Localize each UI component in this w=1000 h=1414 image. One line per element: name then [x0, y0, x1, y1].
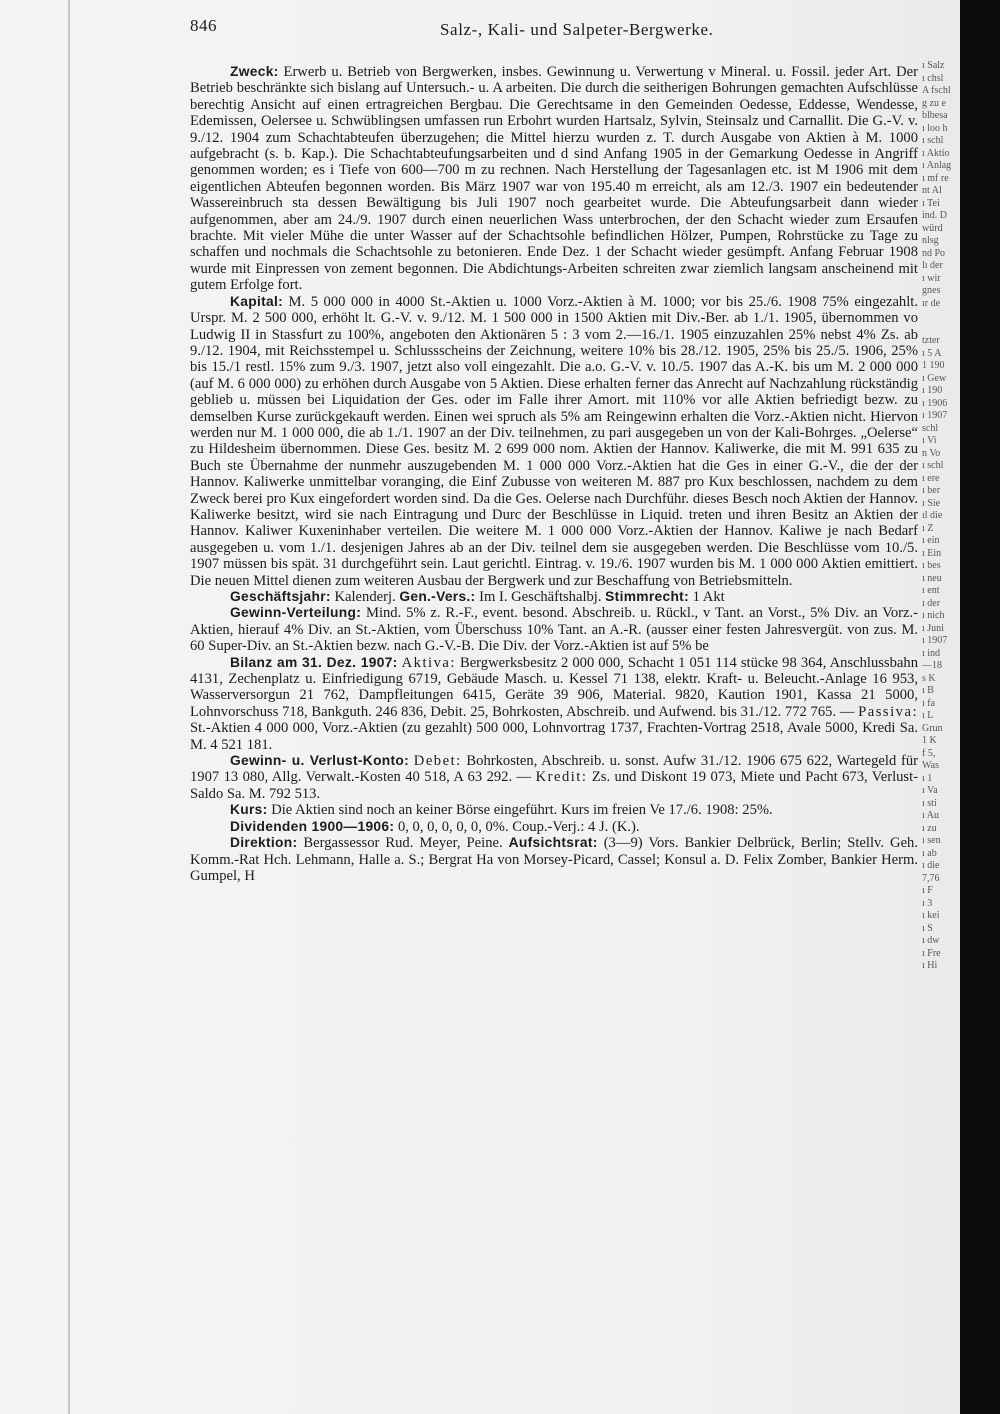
- section-text: St.-Aktien 4 000 000, Vorz.-Aktien (zu gezahlt) 500 000, Lohnvortrag 1737, Frachten-Vortrag 2518, Avale 5000, Kredi Sa. M. 4 521 181.: [190, 720, 918, 753]
- section-zweck: [190, 64, 918, 294]
- section-heading: Aufsichtsrat:: [508, 835, 598, 851]
- running-head: Salz-, Kali- und Salpeter-Bergwerke.: [440, 20, 714, 39]
- bleed-fragment: ı fa: [922, 697, 936, 709]
- bleed-fragment: ı zu: [922, 822, 937, 834]
- bleed-fragment: ı Hi: [922, 960, 938, 971]
- bleed-fragment: ı nich: [922, 610, 945, 621]
- bleed-fragment: n Vo: [922, 447, 941, 459]
- paragraph: [190, 589, 918, 605]
- paragraph: [190, 802, 918, 818]
- section-heading: Bilanz am 31. Dez. 1907:: [230, 654, 398, 670]
- section-text: Erwerb u. Betrieb von Bergwerken, insbes. Gewinnung u. Verwertung v Mineral. u. Fossil. jeder Art. Der Betrieb beschränkte sich bislang auf Untersuch.- u. A arbeiten. Die durch die seitherigen Bohrungen gemachten Aufschlüsse berechtig Ansicht auf einen ertragreichen Bergbau. Die Gerechtsame in den Gemeinden Oedesse, Eddesse, Wendesse, Edemissen, Oelersee u. Schwüblingsen umfassen run Erbohrt wurden Hartsalz, Sylvin, Steinsalz und Carnallit. Die G.-V. v. 9./12. 1904 zum Schachtabteufen überzugehen; die Mittel hierzu wurden z. T. durch Ausgabe von Aktien à M. 1000 aufgebracht (s. b. Kap.). Die Schachtabteufungsarbeiten und d sind Anfang 1905 in der Gemarkung Oedesse in Angriff genommen worden; es i Tiefe von 600—700 m zu rechnen. Nach Herstellung der Tagesanlagen etc. ist M 1906 mit dem eigentlichen Abteufen begonnen worden. Bis März 1907 war von 195.40 m erreicht, als am 12./3. 1907 ein bedeutender Wassereinbruch sta dessen Bewältigung bis Juli 1907 noch gearbeitet wurde. Die Abteufungsarbeit dann wieder aufgenommen, aber am 24./9. 1907 durch einen neuerlichen Wass unterbrochen, der den Schacht wieder zum Ersaufen brachte. Mit vieler Mühe die unter Wasser auf der Schachtsohle befindlichen Hölzer, Pumpen, Rohrstücke zu Tage zu schaffen und nochmals die Schachtsohle zu betonieren. Ende Dez. 1 der Schacht wieder gesümpft. Anfang Februar 1908 wurde mit Einpressen von zement begonnen. Die Abdichtungs-Arbeiten schreiten zwar ziemlich langsam anscheinend mit gutem Erfolge fort.: [190, 64, 918, 294]
- bleed-fragment: ı Aktio: [922, 147, 950, 159]
- bleed-fragment: ı schl: [922, 460, 944, 471]
- aktiva-label: Aktiva:: [401, 654, 456, 671]
- paragraph: [190, 605, 918, 654]
- section-direktion: [190, 835, 918, 884]
- bleed-fragment: würd: [922, 222, 943, 234]
- section-bilanz: [190, 655, 918, 753]
- section-heading: Kurs:: [230, 802, 268, 818]
- paragraph: [190, 64, 918, 294]
- bleed-fragment: schl: [922, 422, 939, 434]
- bleed-fragment: nd Po: [922, 247, 946, 259]
- section-text: Die Aktien sind noch an keiner Börse eingeführt. Kurs im freien Ve 17./6. 1908: 25%.: [271, 802, 773, 819]
- page-header: [190, 16, 930, 44]
- bleed-fragment: ı loo h: [922, 122, 948, 134]
- bleed-fragment: ı Anlag: [922, 160, 952, 171]
- bleed-fragment: ı sen: [922, 835, 941, 846]
- bleed-fragment: ı Tei: [922, 197, 940, 209]
- bleed-fragment: f 5,: [922, 747, 936, 759]
- section-heading: Gen.-Vers.:: [399, 589, 476, 604]
- bleed-fragment: ı ent: [922, 585, 940, 596]
- section-heading: Gewinn-Verteilung:: [230, 605, 362, 621]
- bleed-fragment: ı Vi: [922, 435, 937, 446]
- bleed-fragment: ı ab: [922, 847, 937, 859]
- bleed-fragment: ı 3: [922, 897, 933, 909]
- section-heading: Geschäftsjahr:: [230, 589, 331, 604]
- bleed-fragment: ı schl: [922, 135, 944, 146]
- paragraph: [190, 294, 918, 589]
- bleed-fragment: [922, 323, 960, 336]
- bleed-fragment: ı 1907: [922, 410, 948, 421]
- bleed-fragment: ı mf re: [922, 172, 949, 184]
- bleed-fragment: A fschl: [922, 85, 951, 96]
- bleed-fragment: nlsg: [922, 235, 939, 246]
- bleed-fragment: tzter: [922, 335, 940, 346]
- bleed-fragment: 1 K: [922, 735, 937, 746]
- bleed-fragment: ı Sie: [922, 497, 941, 509]
- section-geschaeftsjahr: [190, 589, 918, 605]
- bleed-fragment: ı bes: [922, 560, 941, 571]
- bleed-fragment: ı neu: [922, 572, 942, 584]
- section-heading: Dividenden 1900—1906:: [230, 818, 395, 834]
- bleed-fragment: ı Au: [922, 810, 939, 821]
- section-heading: Gewinn- u. Verlust-Konto:: [230, 753, 410, 769]
- section-dividenden: [190, 819, 918, 835]
- section-gewinn-verteilung: [190, 605, 918, 654]
- section-kapital: [190, 294, 918, 589]
- bleed-fragment: ı 1906: [922, 397, 948, 409]
- section-text: Mind. 5% z. R.-F., event. besond. Abschreib. u. Rückl., v Tant. an Vorst., 5% Div. an Vorz.-Aktien, hierauf 4% Div. an St.-Aktien, vom Überschuss 10% Tant. an A.-R. (ausser einer festen Jahresvergüt. von zus. M. 60 Super-Div. an St.-Aktien bezw. nach G.-V.-B. Die Div. der Vorz.-Aktien ist auf 5% be: [190, 605, 918, 655]
- paragraph: [190, 835, 918, 884]
- section-gewinn-verlust: [190, 753, 918, 802]
- section-text: 0, 0, 0, 0, 0, 0, 0%. Coup.-Verj.: 4 J. (K.).: [397, 818, 640, 835]
- bleed-fragment: ı kei: [922, 910, 940, 921]
- binding-shadow: [960, 0, 1000, 1414]
- bleed-fragment: lı der: [922, 260, 943, 271]
- section-text: (3—9) Vors. Bankier Delbrück, Berlin; Stellv. Geh. Komm.-Rat Hch. Lehmann, Halle a. S.; Bergrat Ha von Morsey-Picard, Cassel; Konsul a. D. Felix Zomber, Bankier Herm. Gumpel, H: [190, 835, 918, 884]
- bleed-fragment: ı chsl: [922, 72, 944, 84]
- section-heading: Zweck:: [230, 64, 279, 79]
- bleed-fragment: ı ber: [922, 485, 941, 496]
- bleed-fragment: ı die: [922, 860, 940, 871]
- bleed-fragment: ı Z: [922, 522, 934, 534]
- section-text: Kalenderj.: [334, 589, 396, 605]
- bleed-fragment: Grun: [922, 722, 943, 734]
- bleed-fragment: ı ein: [922, 535, 940, 546]
- bleed-fragment: s K: [922, 672, 936, 684]
- passiva-label: Passiva:: [858, 703, 918, 720]
- bleed-fragment: ı 5 A: [922, 347, 942, 359]
- page-number: 846: [190, 16, 217, 35]
- bleed-fragment: ı sti: [922, 797, 937, 809]
- bleed-fragment: ır de: [922, 297, 941, 309]
- bleed-fragment: ı Juni: [922, 622, 944, 634]
- section-text: Bergwerksbesitz 2 000 000, Schacht 1 051 114 stücke 98 364, Anschlussbahn 4131, Zechenplatz u. Einfriedigung 6719, Gebäude Masch. u. Kessel 71 138, elektr. Kraft- u. Beleucht.-Anlage 16 953, Wasserversorgun 21 762, Dampfleitungen 6415, Geräte 39 906, Material. 9820, Kaution 1901, Kassa 21 5000, Lohnvorschuss 718, Bankguth. 246 836, Debit. 25, Bohrkosten, Abschreib. und Aufwend. bis 31./12. 772 765. —: [190, 654, 918, 720]
- bleed-fragment: ıl die: [922, 510, 943, 521]
- section-heading: Kapital:: [230, 293, 283, 309]
- bleed-fragment: ı Ein: [922, 547, 942, 559]
- bleed-fragment: nt Al: [922, 185, 942, 196]
- section-text: Im I. Geschäftshalbj.: [479, 589, 602, 605]
- bleed-fragment: ı Va: [922, 785, 938, 796]
- bleed-fragment: ı 1: [922, 772, 933, 784]
- bleed-fragment: 1 190: [922, 360, 945, 371]
- section-heading: Stimmrecht:: [605, 589, 689, 604]
- scan-edge-line: [68, 0, 70, 1414]
- bleed-fragment: g zu e: [922, 97, 946, 109]
- section-text: Zs. und Diskont 19 073, Miete und Pacht 673, Verlust-Saldo Sa. M. 792 513.: [190, 769, 918, 802]
- bleed-fragment: ı Salz: [922, 60, 945, 71]
- bleed-fragment: ı wir: [922, 272, 941, 284]
- kredit-label: Kredit:: [535, 769, 588, 786]
- section-text: Bergassessor Rud. Meyer, Peine.: [303, 835, 503, 852]
- bleed-fragment: ı Fre: [922, 947, 941, 959]
- paragraph: [190, 819, 918, 835]
- bleed-fragment: ı F: [922, 885, 933, 896]
- bleed-fragment: ı ind: [922, 647, 941, 659]
- paragraph: [190, 655, 918, 753]
- bleed-fragment: ind. D: [922, 210, 947, 221]
- bleed-fragment: ı Gew: [922, 372, 947, 384]
- section-heading: Direktion:: [230, 835, 298, 851]
- bleed-fragment: ı L: [922, 710, 934, 721]
- bleed-fragment: ı der: [922, 597, 941, 609]
- bleed-fragment: —18: [922, 660, 942, 671]
- bleed-fragment: ı 1907: [922, 635, 948, 646]
- bleed-fragment: 7,76: [922, 872, 940, 884]
- bleed-fragment: ı ere: [922, 472, 940, 484]
- paragraph: [190, 753, 918, 802]
- section-kurs: [190, 802, 918, 818]
- bleed-fragment: ı B: [922, 685, 934, 696]
- bleed-fragment: ı dw: [922, 935, 940, 946]
- bleed-fragment: Was: [922, 760, 939, 771]
- bleed-fragment: [922, 310, 960, 323]
- section-text: 1 Akt: [692, 589, 725, 605]
- section-text: M. 5 000 000 in 4000 St.-Aktien u. 1000 Vorz.-Aktien à M. 1000; vor bis 25./6. 1908 75% eingezahlt. Urspr. M. 2 500 000, erhöht lt. G.-V. v. 9./12. M. 1 500 000 in 1500 Aktien mit Div.-Ber. ab 1./1. 1905, übernommen vo Ludwig II in Stassfurt zu 100%, angeboten den Aktionären 5 : 3 vom 2.—16./1. 1905 einzuzahlen 25% nebst 4% Zs. ab 9./12. 1904, mit Reichsstempel u. Schlussscheins der Zeichnung, weitere 10% bis 28./12. 1905, 25% bis 25./5. 1906, 25% bis 15./1 restl. 15% zum 9./3. 1907, jetzt also voll eingezahlt. Die a.o. G.-V. v. 10./5. 1907 das A.-K. bis um M. 2 000 000 (auf M. 6 000 000) zu erhöhen durch Ausgabe von 5 Aktien. Diese erhalten ferner das Anrecht auf Nachzahlung rückständig geblieb u. müssen bei Liquidation der Ges. oder im Falle ihrer Amort. mit 110% vor alle Aktien befriedigt bezw. zu demselben Kurse zurückgekauft werden. Einen wei spruch als 5% am Reingewinn erhalten die Vorz.-Aktien nicht. Hiervon werden nur M. 1 000 000, die ab 1./1. 1907 an der Div. teilnehmen, zu pari ausgegeben un von der Kali-Bohrges. „Oelerse“ zu Hildesheim übernommen. Diese Ges. besitz M. 2 699 000 nom. Aktien der Hannov. Kaliwerke, die mit M. 991 635 zu Buch ste Übernahme der nunmehr auszugebenden M. 1 000 000 Vorz.-Aktien hat die Ges in einer G.-V., die der der Hannov. Kaliwerke unmittelbar voranging, die Einf Zubusse von weiteren M. 887 pro Kux beschlossen, nachdem zu dem Zweck berei pro Kux eingefordert worden sind. Da die Ges. Oelerse nach Durchführ. dieses Besch noch Aktien der Hannov. Kaliwerke besitzt, wird sie nach Eintragung und Durc der Beschlüsse in Liquid. treten und ihren Besitz an Aktien der Hannov. Kaliwer Kuxeninhaber verteilen. Die weitere M. 1 000 000 Vorz.-Aktien der Hannov. Kaliwe je nach Bedarf ausgegeben u. vom 1./1. desjenigen Jahres ab an der Div. teilnel dem sie ausgegeben werden. Die Beschlüsse vom 10./5. 1907 müssen bis spät. 31 durchgeführt sein. Laut gerichtl. Eintrag. v. 19./6. 1907 wurden bis M. 1 000 000 Aktien emittiert. Die neuen Mittel dienen zum weiteren Ausbau der Bergwerk und zur Beschaffung von Betriebsmitteln.: [190, 293, 918, 589]
- section-text: Bohrkosten, Abschreib. u. sonst. Aufw 31./12. 1906 675 622, Wartegeld für 1907 13 080, Allg. Verwalt.-Kosten 40 518, A 63 292. —: [190, 753, 918, 786]
- bleed-fragment: ı 190: [922, 385, 943, 396]
- page-body: [190, 64, 918, 1404]
- debet-label: Debet:: [413, 753, 462, 770]
- bleed-fragment: blbesa: [922, 110, 948, 121]
- facing-page-bleed: [922, 60, 960, 1414]
- bleed-fragment: ı S: [922, 922, 933, 934]
- bleed-fragment: gnes: [922, 285, 941, 296]
